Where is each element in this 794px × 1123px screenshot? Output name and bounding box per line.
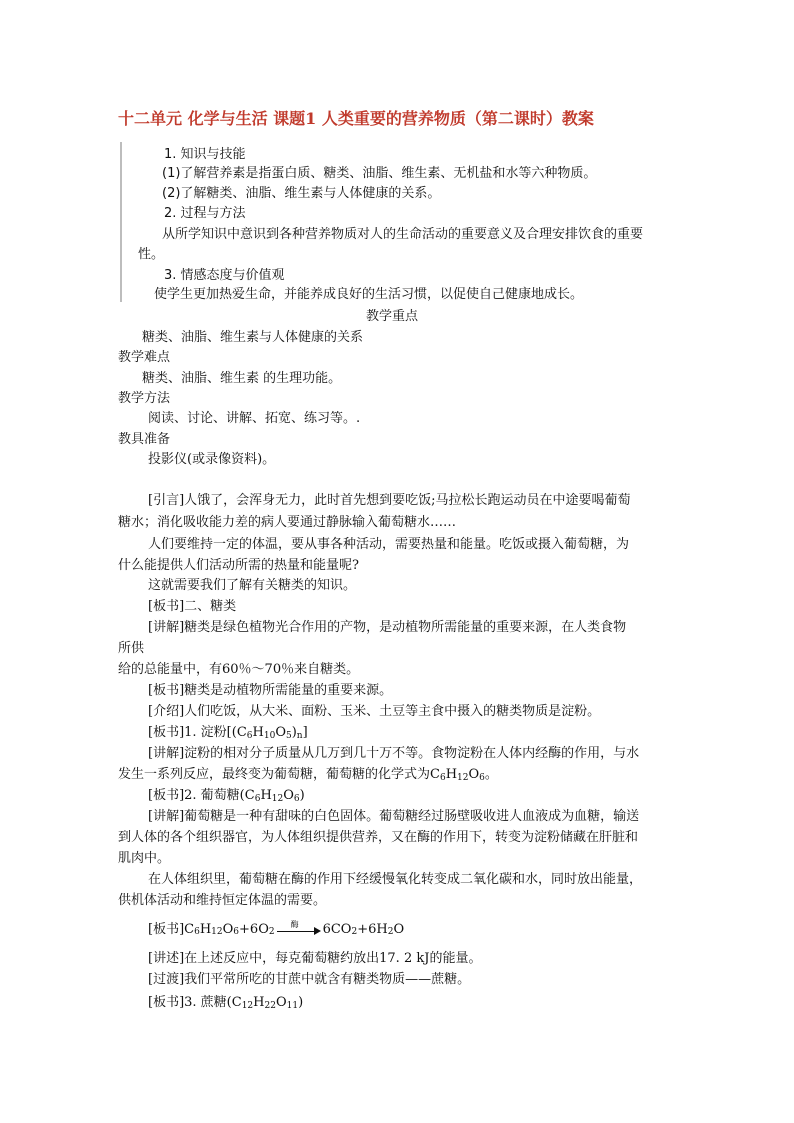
body-line: [介绍]人们吃饭，从大米、面粉、玉米、土豆等主食中摄入的糖类物质是淀粉。: [148, 704, 601, 719]
key-points-label: 教学重点: [366, 309, 419, 324]
body-line: 供机体活动和维持恒定体温的需要。: [118, 893, 327, 908]
formula-glucose-text-line: 发生一系列反应，最终变为葡萄糖，葡萄糖的化学式为$C_6H_{12}O_6$。: [118, 767, 498, 783]
body-line: 人们要维持一定的体温，要从事各种活动，需要热量和能量。吃饭或摄入葡萄糖，为: [148, 537, 630, 552]
body-line: [讲解]葡萄糖是一种有甜味的白色固体。葡萄糖经过肠壁吸收进人血液成为血糖，输送: [148, 809, 640, 824]
formula-starch-line: [板书]1. 淀粉$[(C_6H_{10}O_5)_n]$: [148, 725, 308, 741]
enzyme-label: 酶: [290, 920, 299, 929]
objective-heading-knowledge: 1. 知识与技能: [164, 147, 246, 162]
methods-label: 教学方法: [118, 391, 171, 406]
difficulties-text: 糖类、油脂、维生素 的生理功能。: [142, 371, 342, 386]
body-line: 给的总能量中，有60％～70％来自糖类。: [118, 662, 360, 677]
body-line: [板书]二、糖类: [148, 599, 237, 614]
difficulties-label: 教学难点: [118, 350, 171, 365]
body-line: [引言]人饿了，会浑身无力，此时首先想到要吃饭;马拉松长跑运动员在中途要喝葡萄: [148, 493, 631, 508]
body-line: 所供: [118, 641, 145, 656]
methods-text: 阅读、讨论、讲解、拓宽、练习等。.: [148, 411, 361, 426]
formula-glucose-line: [板书]2. 葡萄糖$(C_6H_{12}O_6)$: [148, 788, 305, 804]
objective-attitude-text: 使学生更加热爱生命，并能养成良好的生活习惯，以促使自己健康地成长。: [154, 287, 584, 302]
glucose-oxidation-equation: [板书]C $_6$ H 12 O 6 +6O 2 酶 6CO 2 +6H 2 O: [148, 920, 405, 937]
objective-knowledge-2: (2)了解糖类、油脂、维生素与人体健康的关系。: [162, 186, 441, 201]
tools-text: 投影仪(或录像资料)。: [148, 452, 276, 467]
objective-heading-process: 2. 过程与方法: [164, 206, 246, 221]
body-line: [过渡]我们平常所吃的甘蔗中就含有糖类物质——蔗糖。: [148, 972, 471, 987]
document-title: 十二单元 化学与生活 课题1 人类重要的营养物质（第二课时）教案: [118, 109, 594, 128]
objective-knowledge-1: (1)了解营养素是指蛋白质、糖类、油脂、维生素、无机盐和水等六种物质。: [162, 166, 597, 181]
body-line: 到人体的各个组织器官，为人体组织提供营养，又在酶的作用下，转变为淀粉储藏在肝脏和: [118, 830, 639, 845]
body-line: [讲述]在上述反应中，每克葡萄糖约放出17. 2 kJ的能量。: [148, 951, 482, 966]
body-line: 在人体组织里，葡萄糖在酶的作用下经缓慢氧化转变成二氧化碳和水，同时放出能量，: [148, 872, 643, 887]
body-line: 肌肉中。: [118, 851, 171, 866]
objective-process-text-end: 性。: [138, 247, 165, 262]
body-line: [板书]糖类是动植物所需能量的重要来源。: [148, 683, 393, 698]
objective-heading-attitude: 3. 情感态度与价值观: [164, 268, 285, 283]
body-line: 这就需要我们了解有关糖类的知识。: [148, 578, 357, 593]
key-points-text: 糖类、油脂、维生素与人体健康的关系: [142, 330, 364, 345]
objectives-box: [120, 142, 682, 302]
body-line: 什么能提供人们活动所需的热量和能量呢?: [118, 558, 359, 573]
objective-process-text: 从所学知识中意识到各种营养物质对人的生命活动的重要意义及合理安排饮食的重要: [162, 227, 644, 242]
body-line: [讲解]淀粉的相对分子质量从几万到几十万不等。食物淀粉在人体内经酶的作用，与水: [148, 746, 640, 761]
tools-label: 教具准备: [118, 432, 171, 447]
formula-sucrose-line: [板书]3. 蔗糖$(C_{12}H_{22}O_{11})$: [148, 995, 304, 1011]
body-line: [讲解]糖类是绿色植物光合作用的产物，是动植物所需能量的重要来源，在人类食物: [148, 620, 627, 635]
reaction-arrow-icon: [277, 921, 321, 937]
body-line: 糖水；消化吸收能力差的病人要通过静脉输入葡萄糖水……: [118, 515, 457, 530]
